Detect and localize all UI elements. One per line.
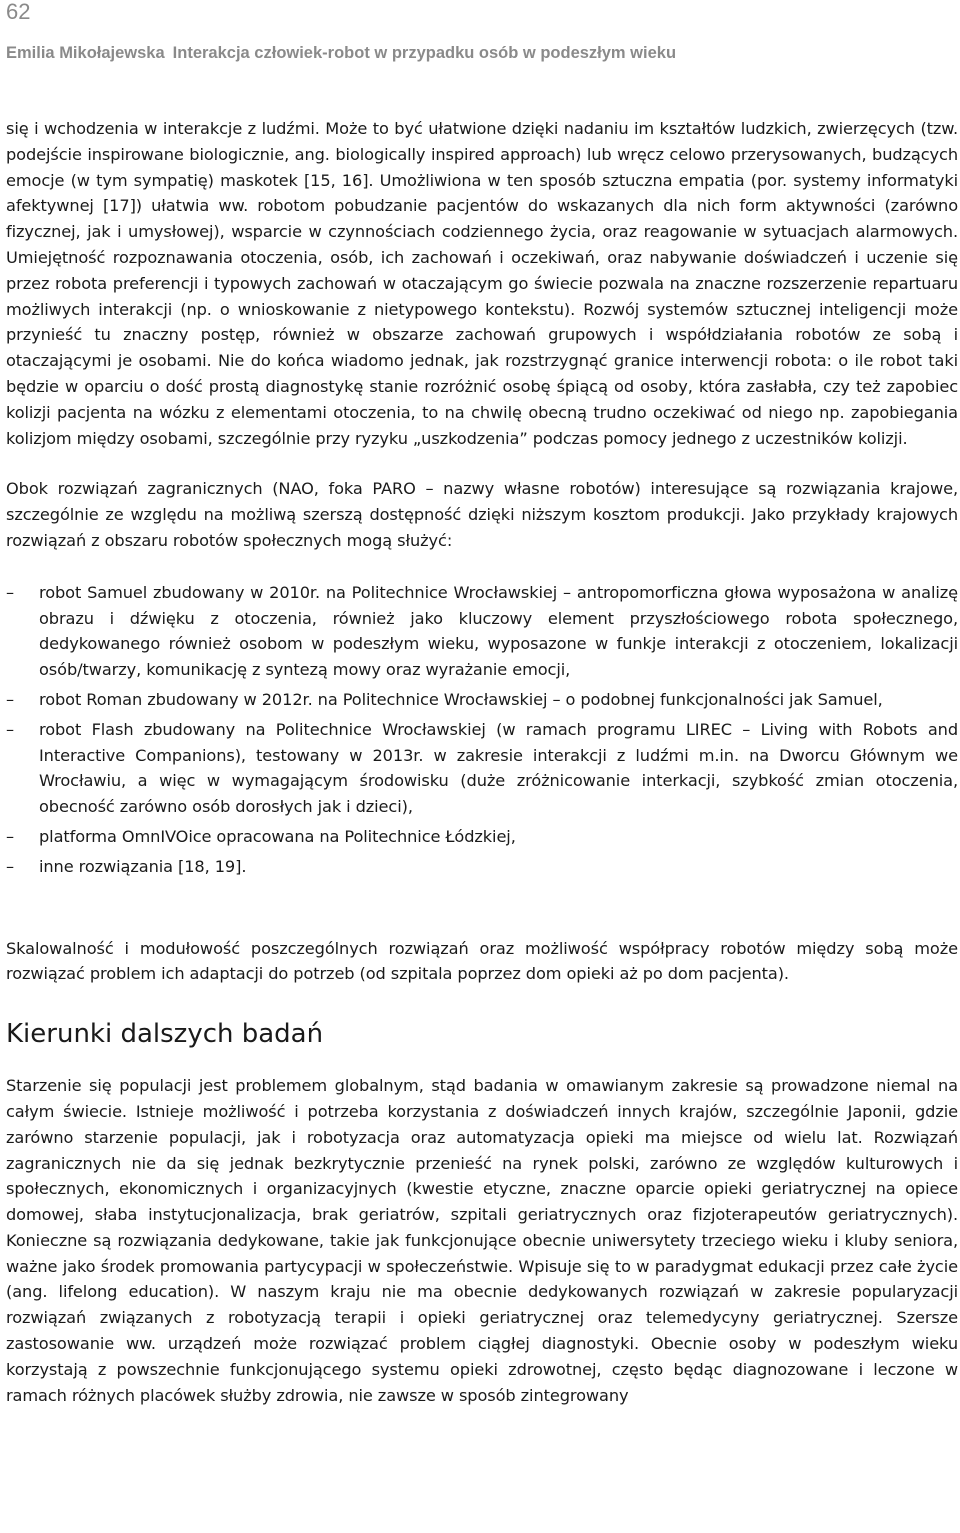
body-text [6,116,958,1408]
paragraph: Skalowalność i modułowość poszczególnych rozwiązań oraz możliwość współpracy robotów między sobą może rozwiązać problem ich adaptacji do potrzeb (od szpitala poprzez dom opieki aż po dom pacjenta). [6,938,958,984]
dash-bullet: – [6,582,14,602]
list-item-text: robot Samuel zbudowany w 2010r. na Politechnice Wrocławskiej – antropomorficzna głowa wyposażona w analizę obrazu i dźwięku z otoczenia, również jako kluczowy element przyszłościowego robota społecznego, dedykowanego również osobom w podeszłym wieku, wyposazone w funkje interakcji z otoczeniem, lokalizacji osób/twarzy, komunikację z syntezą mowy oraz wyrażanie emocji, [39,582,958,680]
list-item-text: inne rozwiązania [18, 19]. [39,856,247,876]
running-header [6,44,676,63]
list-item [6,717,958,820]
dash-bullet: – [6,856,14,876]
running-header-title: Interakcja człowiek-robot w przypadku osób w podeszłym wieku [172,44,677,62]
paragraph: Obok rozwiązań zagranicznych (NAO, foka PARO – nazwy własne robotów) interesujące są rozwiązania krajowe, szczególnie ze względu na możliwą szerszą dostępność dzięki niższym kosztom produkcji. Jako przykłady krajowych rozwiązań z obszaru robotów społecznych mogą służyć: [6,479,958,550]
running-header-author: Emilia Mikołajewska [6,44,165,62]
dash-bullet: – [6,826,14,846]
paragraph: się i wchodzenia w interakcje z ludźmi. Może to być ułatwione dzięki nadaniu im kształtów ludzkich, zwierzęcych (tzw. podejście inspirowane biologicznie, ang. biologically inspired approach) lub wręcz celowo przerysowanych, budzących emocje (w tym sympatię) maskotek [15, 16]. Umożliwiona w ten sposób sztuczna empatia (por. systemy informatyki afektywnej [17]) ułatwia ww. robotom pobudzanie pacjentów do wskazanych dla nich form aktywności (zarówno fizycznej, jak i umysłowej), wsparcie w czynnościach codziennego życia, oraz reagowanie w sytuacjach alarmowych. Umiejętność rozpoznawania otoczenia, osób, ich zachowań i oczekiwań, oraz nabywanie doświadczeń i uczenie się przez robota preferencji i typowych zachowań w otaczającym go świecie pozwala na znaczne rozszerzenie repartuaru możliwych interakcji (np. o wnioskowanie z nietypowego kontekstu). Rozwój systemów sztucznej inteligencji może przynieść tu znaczny postęp, również w obszarze zachowań grupowych i współdziałania robotów ze sobą i otaczającymi je osobami. Nie do końca wiadomo jednak, jak rozstrzygnąć granice interwencji robota: o ile robot taki będzie w oparciu o dość prostą diagnostykę stanie rozróżnić osobę śpiącą od osoby, która zasłabła, czy też zapobiec kolizji pacjenta na wózku z elementami otoczenia, to na chwilę obecną trudno oczekiwać od niego np. zapobiegania kolizjom między osobami, szczególnie przy ryzyku „uszkodzenia” podczas pomocy jednego z uczestników kolizji. [6,119,958,448]
list-item-text: robot Roman zbudowany w 2012r. na Politechnice Wrocławskiej – o podobnej funkcjonalności jak Samuel, [39,689,883,709]
list-item-text: platforma OmnIVOice opracowana na Politechnice Łódzkiej, [39,826,516,846]
bullet-list [6,580,958,880]
list-item-text: robot Flash zbudowany na Politechnice Wrocławskiej (w ramach programu LIREC – Living with Robots and Interactive Companions), testowany w 2013r. w zakresie interakcji z ludźmi m.in. na Dworcu Głównym we Wrocławiu, a więc w wymagającym środowisku (duże zróżnicowanie interkacji, szybkość zmian otoczenia, obecność zarówno osób dorosłych jak i dzieci), [39,719,958,817]
page-number: 62 [6,0,31,24]
list-item [6,687,958,713]
list-item [6,854,958,880]
list-item [6,824,958,850]
section-heading: Kierunki dalszych badań [6,1019,324,1050]
dash-bullet: – [6,689,14,709]
list-item [6,580,958,683]
dash-bullet: – [6,719,14,739]
paragraph: Starzenie się populacji jest problemem globalnym, stąd badania w omawianym zakresie są prowadzone niemal na całym świecie. Istnieje możliwość i potrzeba korzystania z doświadczeń innych krajów, szczególnie Japonii, gdzie zarówno starzenie populacji, jak i robotyzacja oraz automatyzacja opieki ma miejsce od wielu lat. Rozwiązań zagranicznych nie da się jednak bezkrytycznie przenieść na rynek polski, zarówno ze względów kulturowych i społecznych, ekonomicznych i organizacyjnych (kwestie etyczne, znaczne oparcie opieki geriatrycznej na opiece domowej, słaba instytucjonalizacja, brak geriatrów, szpitali geriatrycznych oraz fizjoterapeutów geriatrycznych). Konieczne są rozwiązania dedykowane, takie jak funkcjonujące obecnie uniwersytety trzeciego wieku i kluby seniora, ważne jako środek promowania partycypacji w społeczeństwie. Wpisuje się to w paradygmat edukacji przez całe życie (ang. lifelong education). W naszym kraju nie ma obecnie dedykowanych rozwiązań w zakresie popularyzacji rozwiązań związanych z robotyzacją terapii i opieki geriatrycznej oraz telemedycyny geriatrycznej. Szersze zastosowanie ww. urządzeń może rozwiązać problem ciągłej diagnostyki. Obecnie osoby w podeszłym wieku korzystają z powszechnie funkcjonującego systemu opieki zdrowotnej, często będąc diagnozowane i leczone w ramach różnych placówek służby zdrowia, nie zawsze w sposób zintegrowany [6,1076,958,1405]
